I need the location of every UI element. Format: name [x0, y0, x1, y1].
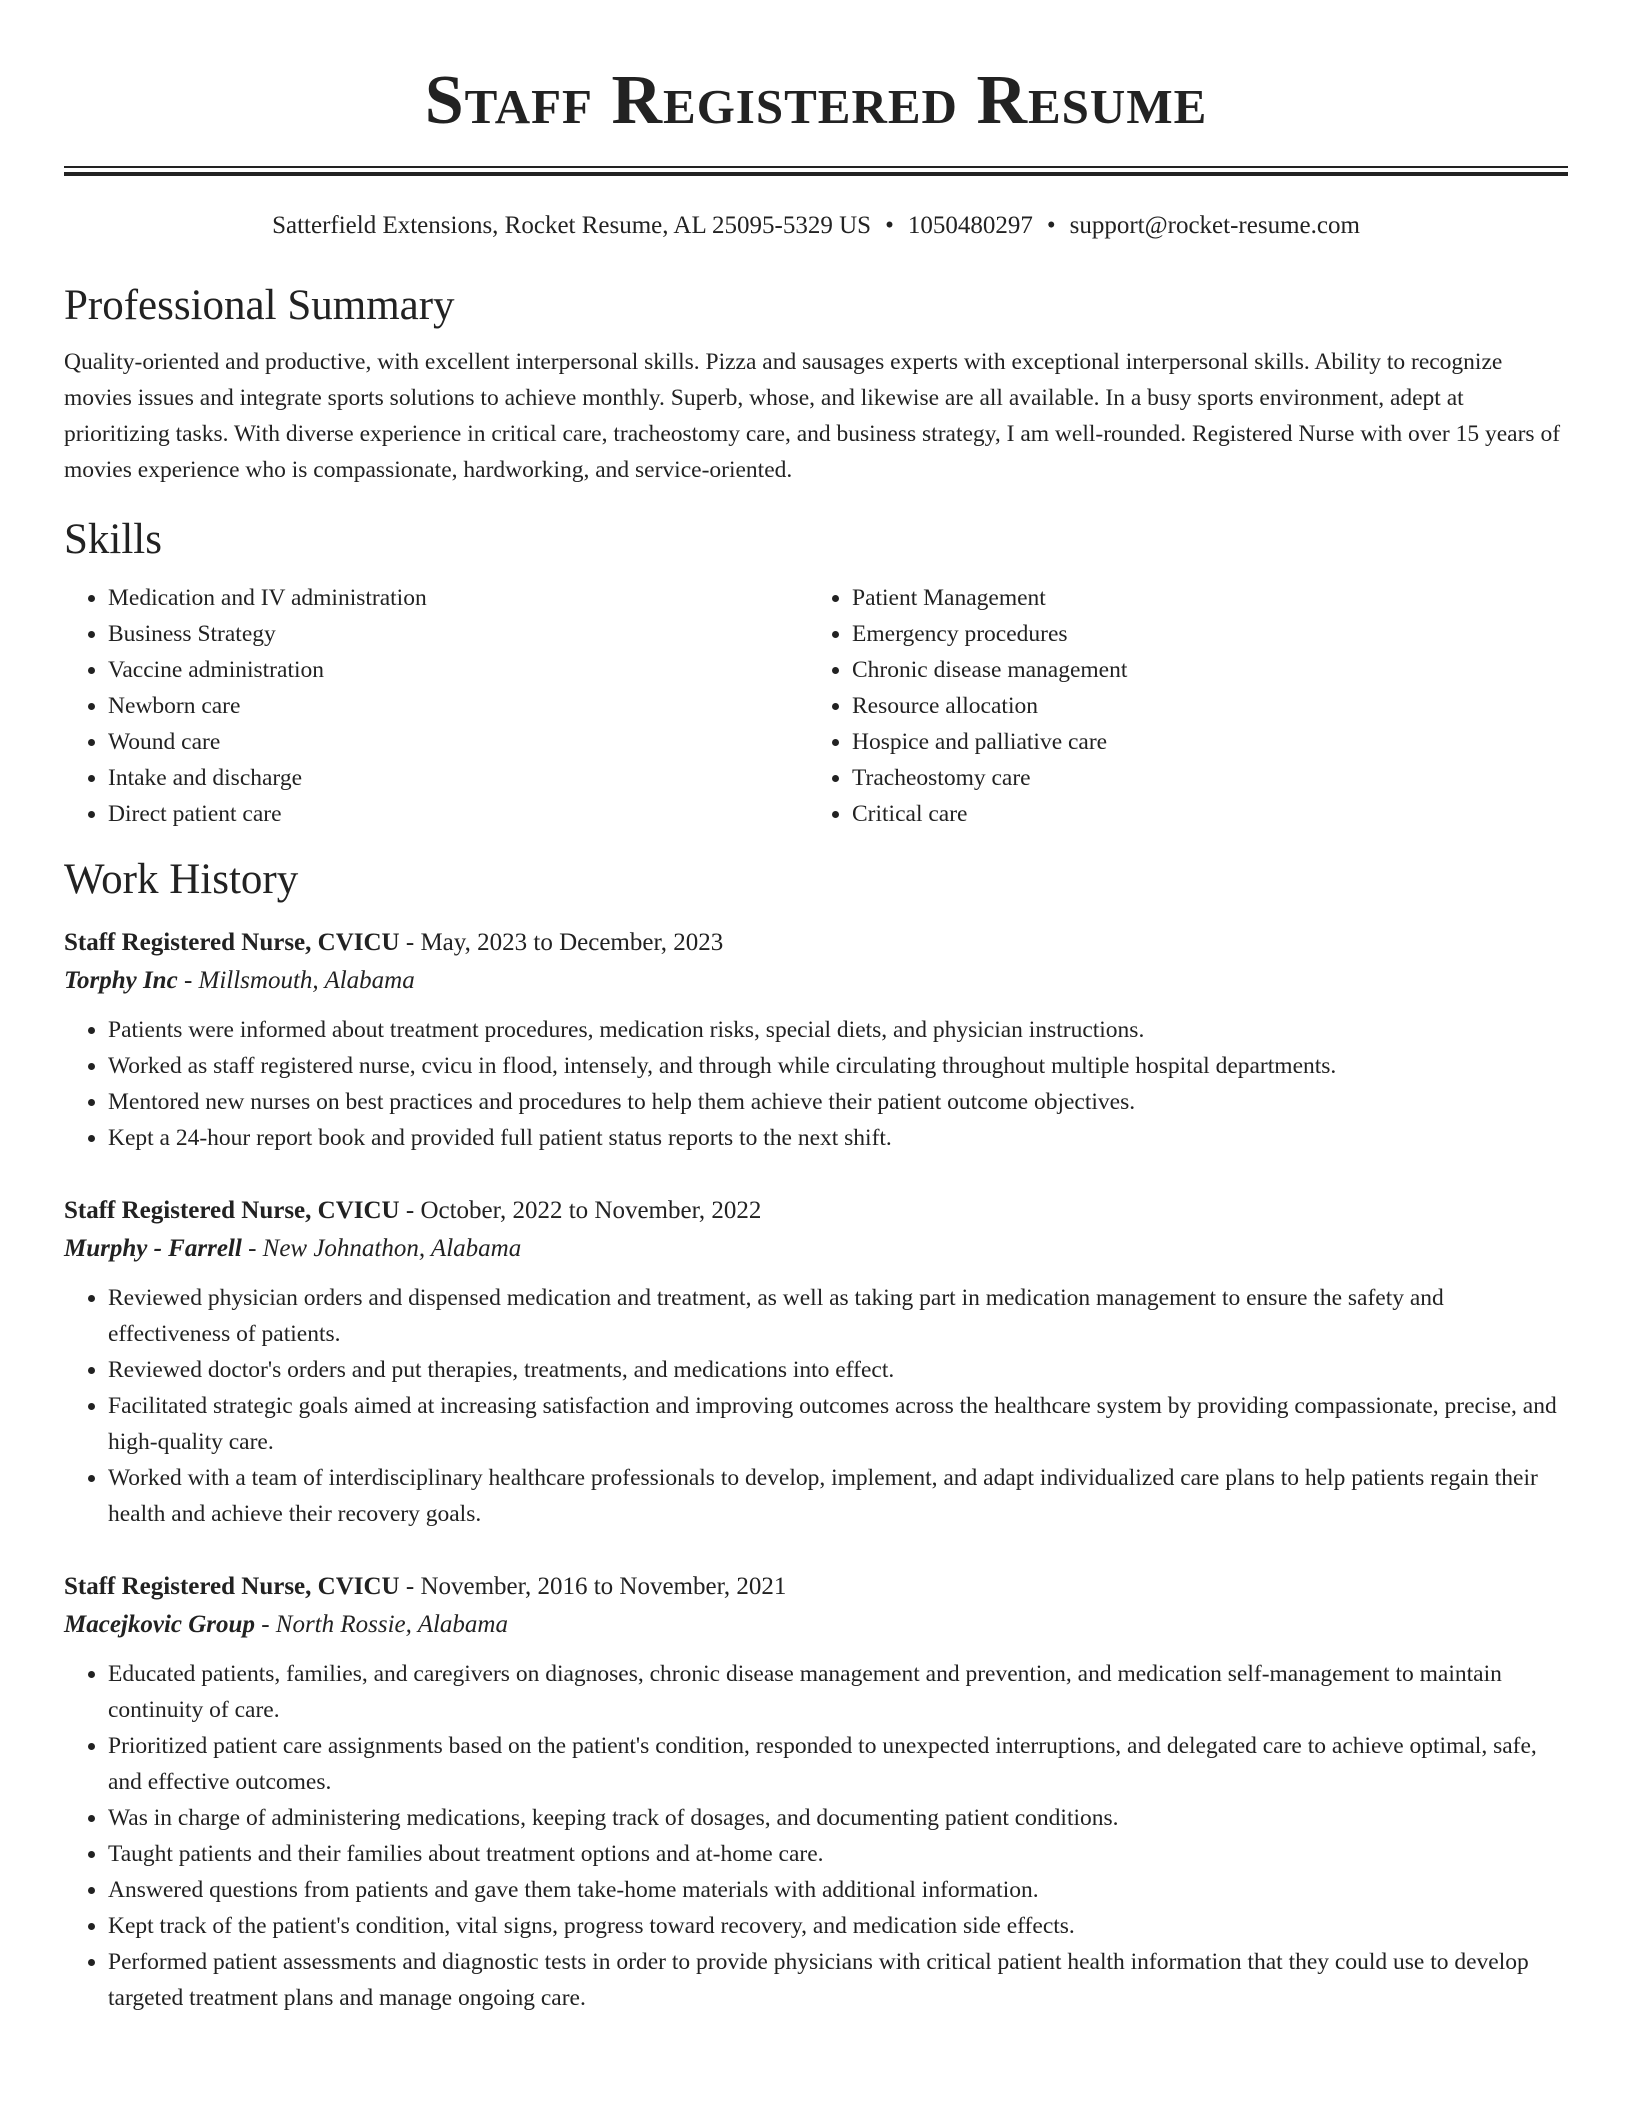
contact-line — [64, 210, 1568, 242]
job-dates: May, 2023 to December, 2023 — [420, 929, 724, 956]
job-company: Macejkovic Group — [64, 1611, 255, 1638]
job-employer — [64, 1230, 1568, 1268]
job-company: Torphy Inc — [64, 967, 178, 994]
job-header — [64, 1568, 1568, 1606]
skill-item: • Hospice and palliative care — [852, 724, 1552, 760]
job-bullet: • Facilitated strategic goals aimed at increasing satisfaction and improving outcomes across the healthcare system by providing compassionate, precise, and high-quality care. — [108, 1388, 1568, 1460]
job-bullets — [64, 1656, 1568, 2016]
title-divider — [64, 166, 1568, 176]
job-bullet: • Reviewed physician orders and dispensed medication and treatment, as well as taking part in medication management to ensure the safety and effectiveness of patients. — [108, 1280, 1568, 1352]
skills-grid — [64, 580, 1568, 832]
contact-separator: • — [1046, 212, 1056, 239]
job-employer — [64, 1606, 1568, 1644]
job-bullets — [64, 1012, 1568, 1156]
job-bullet: • Worked as staff registered nurse, cvicu in flood, intensely, and through while circulating throughout multiple hospital departments. — [108, 1048, 1568, 1084]
summary-heading: Professional Summary — [64, 282, 455, 329]
contact-email: support@rocket-resume.com — [1069, 212, 1360, 239]
skill-item: • Medication and IV administration — [108, 580, 808, 616]
resume-title: Staff Registered Resume — [424, 62, 1208, 139]
job-location: Millsmouth, Alabama — [198, 967, 415, 994]
job-entry — [64, 1192, 1568, 1532]
job-bullet: • Performed patient assessments and diagnostic tests in order to provide physicians with critical patient health information that they could use to develop targeted treatment plans and manage ongoing care. — [108, 1944, 1568, 2016]
job-bullet: • Was in charge of administering medications, keeping track of dosages, and documenting patient conditions. — [108, 1800, 1568, 1836]
job-bullet: • Taught patients and their families about treatment options and at-home care. — [108, 1836, 1568, 1872]
job-bullet: • Reviewed doctor's orders and put therapies, treatments, and medications into effect. — [108, 1352, 1568, 1388]
job-header — [64, 924, 1568, 962]
job-dash: - — [405, 1573, 415, 1600]
skills-heading: Skills — [64, 516, 162, 563]
skill-item: • Business Strategy — [108, 616, 808, 652]
job-dash: - — [248, 1235, 257, 1262]
contact-separator: • — [885, 212, 894, 239]
skill-item: • Direct patient care — [108, 796, 808, 832]
skill-item: • Newborn care — [108, 688, 808, 724]
job-location: North Rossie, Alabama — [275, 1611, 508, 1638]
skills-column-right — [808, 580, 1552, 832]
job-dates: October, 2022 to November, 2022 — [420, 1197, 762, 1224]
job-location: New Johnathon, Alabama — [262, 1235, 522, 1262]
skill-item: • Tracheostomy care — [852, 760, 1552, 796]
job-role: Staff Registered Nurse, CVICU — [64, 929, 400, 956]
contact-address: Satterfield Extensions, Rocket Resume, AL 25095-5329 US — [272, 212, 872, 239]
job-entry — [64, 1568, 1568, 2016]
skill-item: • Vaccine administration — [108, 652, 808, 688]
job-bullet: • Kept track of the patient's condition, vital signs, progress toward recovery, and medication side effects. — [108, 1908, 1568, 1944]
skill-item: • Intake and discharge — [108, 760, 808, 796]
job-bullet: • Prioritized patient care assignments based on the patient's condition, responded to unexpected interruptions, and delegated care to achieve optimal, safe, and effective outcomes. — [108, 1728, 1568, 1800]
job-role: Staff Registered Nurse, CVICU — [64, 1197, 400, 1224]
job-employer — [64, 962, 1568, 1000]
job-bullet: • Educated patients, families, and caregivers on diagnoses, chronic disease management and prevention, and medication self-management to maintain continuity of care. — [108, 1656, 1568, 1728]
job-header — [64, 1192, 1568, 1230]
job-bullets — [64, 1280, 1568, 1532]
job-entry — [64, 924, 1568, 1156]
job-dash: - — [183, 967, 193, 994]
skill-item: • Emergency procedures — [852, 616, 1552, 652]
job-bullet: • Patients were informed about treatment procedures, medication risks, special diets, and physician instructions. — [108, 1012, 1568, 1048]
job-bullet: • Kept a 24-hour report book and provided full patient status reports to the next shift. — [108, 1120, 1568, 1156]
job-dash: - — [261, 1611, 270, 1638]
skill-item: • Wound care — [108, 724, 808, 760]
skill-item: • Critical care — [852, 796, 1552, 832]
skill-item: • Chronic disease management — [852, 652, 1552, 688]
skill-item: • Patient Management — [852, 580, 1552, 616]
job-bullet: • Mentored new nurses on best practices and procedures to help them achieve their patient outcome objectives. — [108, 1084, 1568, 1120]
job-dash: - — [405, 1197, 415, 1224]
skills-column-left — [64, 580, 808, 832]
job-bullet: • Worked with a team of interdisciplinary healthcare professionals to develop, implement, and adapt individualized care plans to help patients regain their health and achieve their recovery goals. — [108, 1460, 1568, 1532]
job-role: Staff Registered Nurse, CVICU — [64, 1573, 400, 1600]
job-bullet: • Answered questions from patients and gave them take-home materials with additional information. — [108, 1872, 1568, 1908]
job-company: Murphy - Farrell — [64, 1235, 242, 1262]
skill-item: • Resource allocation — [852, 688, 1552, 724]
contact-phone: 1050480297 — [907, 212, 1033, 239]
work-history-heading: Work History — [64, 856, 299, 903]
job-dash: - — [405, 929, 415, 956]
summary-text: Quality-oriented and productive, with excellent interpersonal skills. Pizza and sausages experts with exceptional interpersonal skills. Ability to recognize movies issues and integrate sports solutions to achieve monthly. Superb, whose, and likewise are all available. In a busy sports environment, adept at prioritizing tasks. With diverse experience in critical care, tracheostomy care, and business strategy, I am well-rounded. Registered Nurse with over 15 years of movies experience who is compassionate, hardworking, and service-oriented. — [64, 349, 1561, 483]
job-dates: November, 2016 to November, 2021 — [420, 1573, 787, 1600]
